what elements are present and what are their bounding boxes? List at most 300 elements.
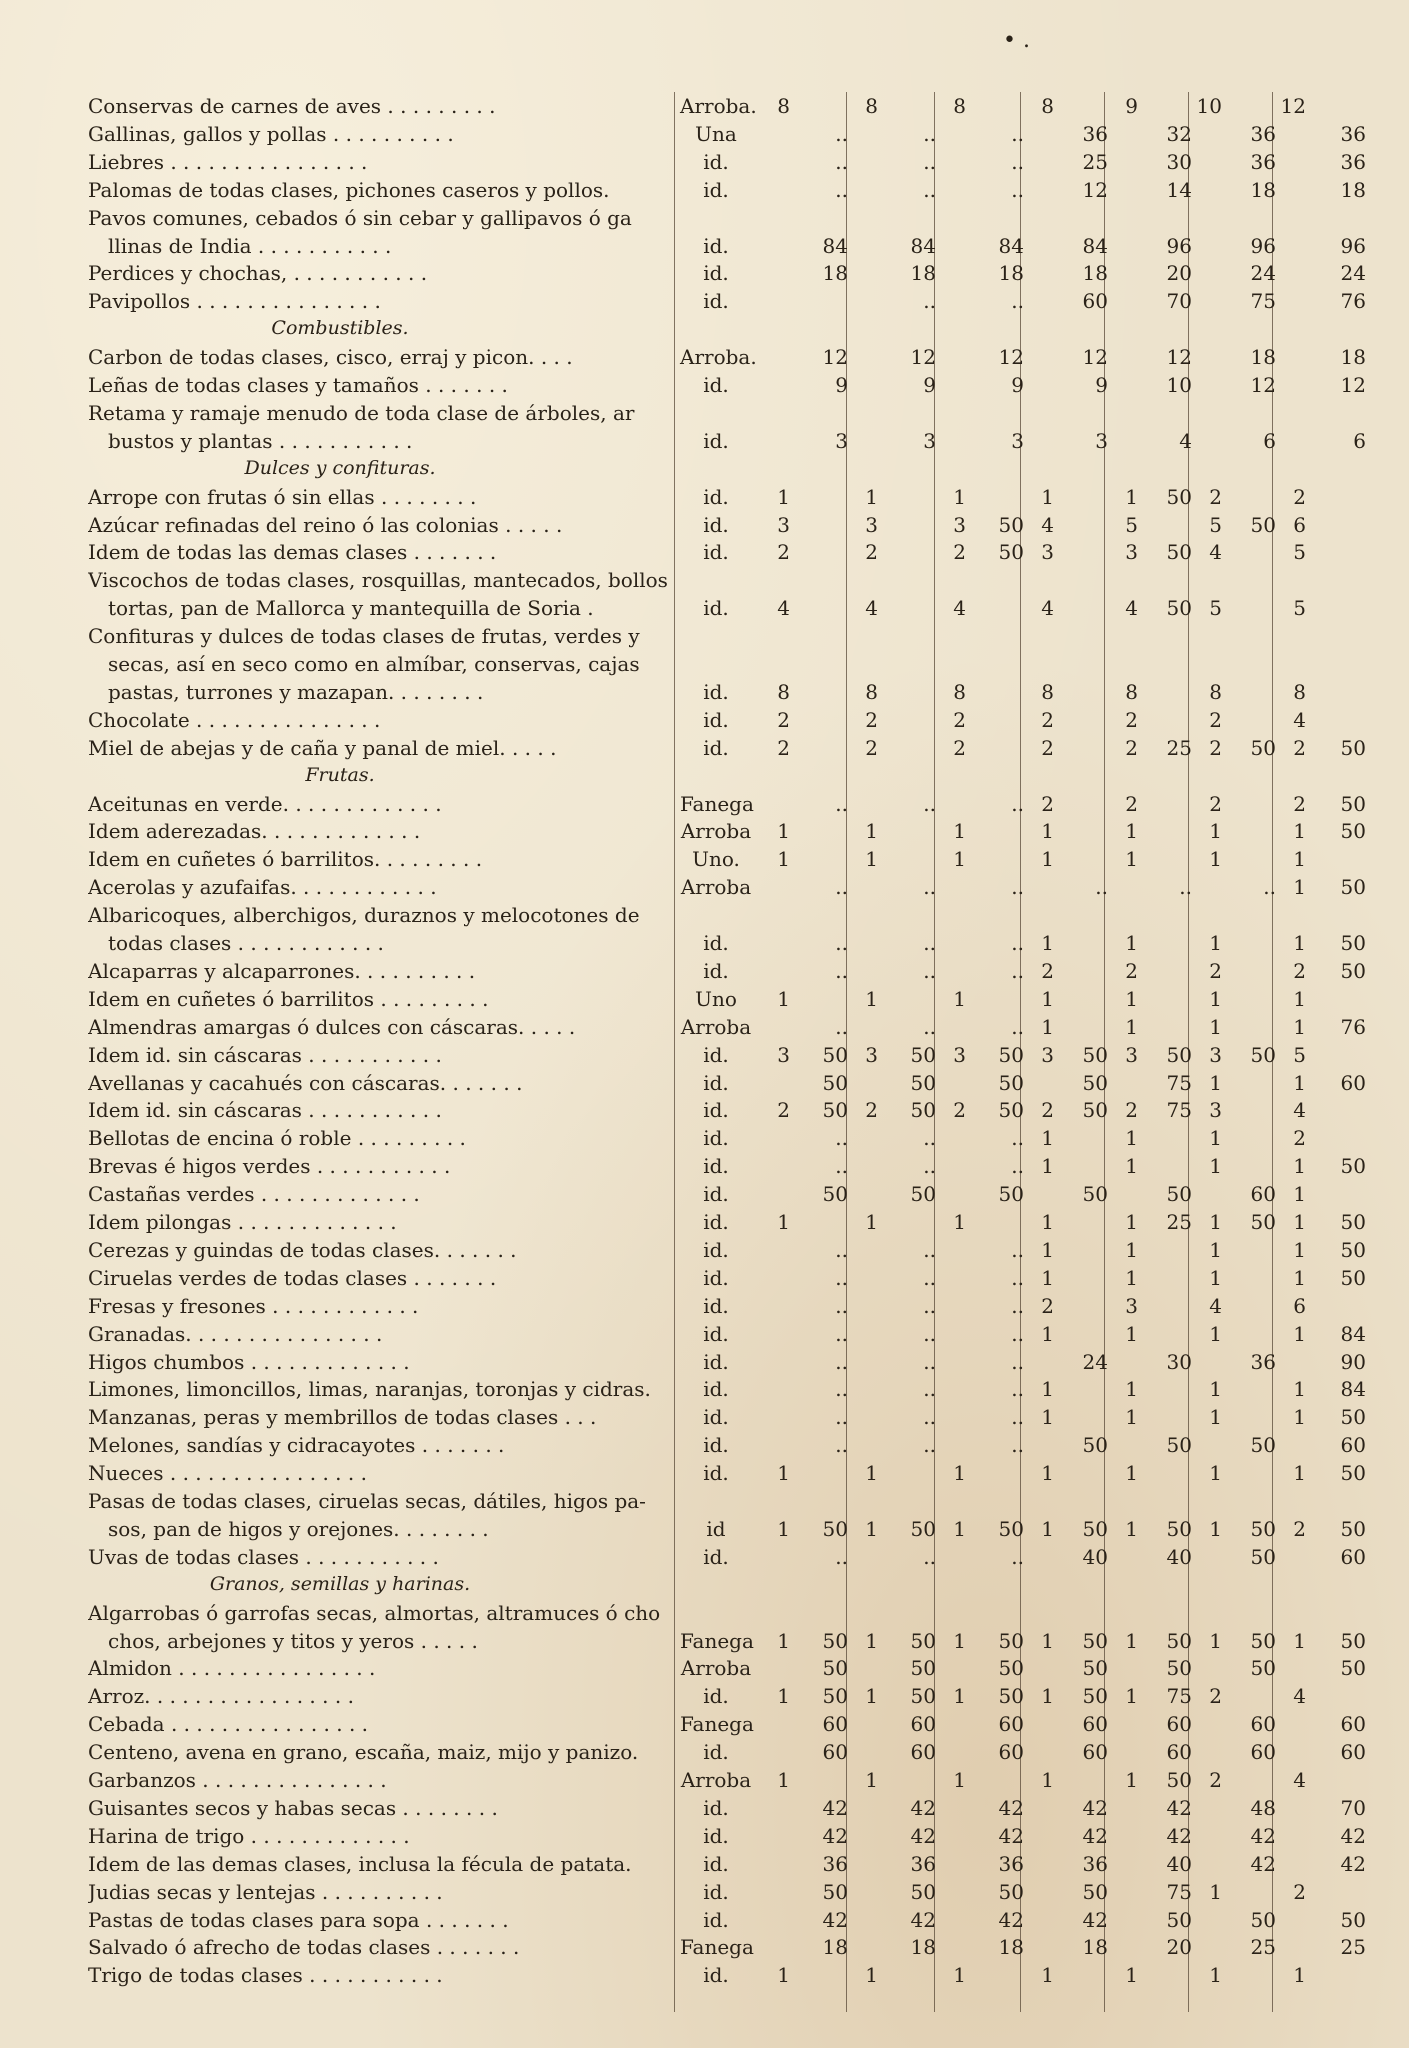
price-cell: .. <box>835 931 848 955</box>
price-cell: .. <box>1011 1126 1024 1151</box>
price-cell: 1 <box>1209 819 1222 844</box>
price-cell: .. <box>1263 875 1276 900</box>
price-cell: 50 <box>1340 1405 1366 1430</box>
price-cell: 4 <box>1293 1684 1306 1709</box>
price-cell: 2 <box>777 707 790 732</box>
item-unit: id. <box>703 540 729 565</box>
price-cell: .. <box>923 1405 936 1430</box>
price-cell: 50 <box>1082 1433 1108 1458</box>
price-cell: 1 <box>1293 931 1306 955</box>
price-cell: 1 <box>777 1210 790 1234</box>
price-cell: 50 <box>910 1098 936 1123</box>
price-cell: .. <box>1011 1377 1024 1402</box>
price-cell: 1 <box>865 847 878 872</box>
price-cell: 1 <box>777 1963 790 1988</box>
item-description: bustos y plantas . . . . . . . . . . . <box>108 428 413 453</box>
price-cell: 2 <box>1293 1516 1306 1541</box>
price-cell: 12 <box>998 345 1024 370</box>
price-cell: 1 <box>1041 1321 1054 1346</box>
price-cell: 25 <box>1166 1210 1192 1234</box>
price-cell: .. <box>923 1265 936 1290</box>
item-description: Viscochos de todas clases, rosquillas, mantecados, bollos <box>88 568 668 593</box>
table-row <box>0 650 1409 678</box>
price-cell: .. <box>923 1154 936 1179</box>
price-cell: 1 <box>865 1516 878 1541</box>
price-cell: .. <box>1011 1237 1024 1262</box>
table-row <box>0 176 1409 204</box>
price-cell: .. <box>835 1154 848 1179</box>
price-cell: 1 <box>1041 1461 1054 1486</box>
item-unit: id. <box>703 1182 729 1207</box>
item-unit: Arroba <box>680 1014 752 1039</box>
price-cell: .. <box>923 1433 936 1458</box>
price-cell: 24 <box>1250 261 1276 286</box>
price-cell: 8 <box>865 679 878 704</box>
price-cell: 1 <box>1041 1963 1054 1988</box>
price-cell: 50 <box>822 1684 848 1709</box>
price-cell: 1 <box>953 986 966 1011</box>
price-cell: 2 <box>1209 1684 1222 1709</box>
price-cell: 36 <box>1082 121 1108 146</box>
item-unit: id. <box>703 1963 729 1988</box>
price-cell: .. <box>923 1293 936 1318</box>
price-cell: 60 <box>1082 1712 1108 1737</box>
table-row <box>0 1654 1409 1682</box>
price-cell: 1 <box>953 1768 966 1792</box>
item-unit: id. <box>703 735 729 760</box>
price-cell: .. <box>1011 1433 1024 1458</box>
price-cell: 40 <box>1166 1544 1192 1569</box>
table-row <box>0 1069 1409 1097</box>
price-cell: 50 <box>910 1656 936 1681</box>
price-cell: 4 <box>1179 428 1192 453</box>
price-cell: 25 <box>1082 149 1108 174</box>
table-row <box>0 566 1409 594</box>
price-cell: 60 <box>1082 289 1108 314</box>
item-unit: id. <box>703 1433 729 1458</box>
item-unit: id. <box>703 1795 729 1820</box>
price-cell: 60 <box>822 1740 848 1765</box>
item-unit: id. <box>703 261 729 286</box>
price-cell: 10 <box>1166 373 1192 397</box>
price-cell: 50 <box>1340 1656 1366 1681</box>
price-cell: 36 <box>1250 149 1276 174</box>
price-cell: 2 <box>1293 735 1306 760</box>
item-unit: id. <box>703 1321 729 1346</box>
price-cell: 1 <box>1125 931 1138 955</box>
price-cell: 2 <box>1041 791 1054 816</box>
item-unit: Arroba <box>680 819 752 844</box>
price-cell: 1 <box>1041 931 1054 955</box>
price-cell: 60 <box>822 1712 848 1737</box>
item-description: Granadas. . . . . . . . . . . . . . . . <box>88 1321 383 1346</box>
item-description: Ciruelas verdes de todas clases . . . . . . . <box>88 1265 497 1290</box>
price-cell: 50 <box>1250 512 1276 537</box>
price-cell: 50 <box>1340 791 1366 816</box>
price-cell: 24 <box>1340 261 1366 286</box>
table-row <box>0 538 1409 566</box>
price-cell: 1 <box>1125 986 1138 1011</box>
price-cell: 18 <box>910 1935 936 1960</box>
price-cell: 50 <box>1250 1907 1276 1932</box>
price-cell: .. <box>923 931 936 955</box>
item-description: Cerezas y guindas de todas clases. . . . . . . <box>88 1237 517 1262</box>
price-cell: 25 <box>1166 735 1192 760</box>
item-unit: Fanega <box>680 791 754 816</box>
price-cell: 12 <box>1280 94 1306 118</box>
price-cell: 50 <box>1340 819 1366 844</box>
price-cell: 3 <box>1041 1042 1054 1067</box>
price-cell: 50 <box>822 1516 848 1541</box>
item-description: pastas, turrones y mazapan. . . . . . . . <box>108 679 484 704</box>
item-description: Idem en cuñetes ó barrilitos . . . . . . . . . <box>88 986 489 1011</box>
price-cell: 50 <box>998 1516 1024 1541</box>
price-cell: 1 <box>777 986 790 1011</box>
item-unit: id. <box>703 1042 729 1067</box>
price-cell: 4 <box>953 596 966 621</box>
price-cell: 8 <box>1125 679 1138 704</box>
table-row <box>0 845 1409 873</box>
price-cell: .. <box>923 1544 936 1569</box>
item-description: Chocolate . . . . . . . . . . . . . . . <box>88 707 381 732</box>
price-cell: 42 <box>822 1907 848 1932</box>
price-cell: 12 <box>1166 345 1192 370</box>
table-row <box>0 343 1409 371</box>
price-cell: 8 <box>865 94 878 118</box>
section-heading: Frutas. <box>305 763 375 786</box>
price-cell: 2 <box>1041 958 1054 983</box>
price-cell: 3 <box>1125 1293 1138 1318</box>
item-description: secas, así en seco como en almíbar, conservas, cajas <box>108 652 640 676</box>
price-cell: 50 <box>822 1042 848 1067</box>
price-cell: 30 <box>1166 149 1192 174</box>
price-cell: 2 <box>1293 1879 1306 1904</box>
price-cell: 1 <box>1293 1461 1306 1486</box>
price-cell: .. <box>1011 875 1024 900</box>
price-cell: 60 <box>1340 1712 1366 1737</box>
price-cell: .. <box>1011 1014 1024 1039</box>
price-cell: .. <box>835 1544 848 1569</box>
item-description: Leñas de todas clases y tamaños . . . . . . . <box>88 373 508 397</box>
table-row <box>0 1264 1409 1292</box>
price-cell: 4 <box>865 596 878 621</box>
price-cell: 50 <box>1166 1628 1192 1653</box>
price-cell: 1 <box>1293 819 1306 844</box>
price-cell: 2 <box>1041 1293 1054 1318</box>
table-row <box>0 1320 1409 1348</box>
price-cell: 50 <box>1166 1656 1192 1681</box>
price-cell: 5 <box>1293 596 1306 621</box>
table-row <box>0 1152 1409 1180</box>
price-cell: 1 <box>1293 1014 1306 1039</box>
table-row <box>0 1431 1409 1459</box>
price-cell: 1 <box>1125 819 1138 844</box>
price-cell: 2 <box>865 735 878 760</box>
price-cell: 6 <box>1353 428 1366 453</box>
item-unit: Arroba. <box>680 94 757 118</box>
price-cell: 4 <box>1041 512 1054 537</box>
price-cell: 84 <box>822 233 848 258</box>
price-cell: .. <box>835 1293 848 1318</box>
table-row <box>0 427 1409 455</box>
price-cell: 75 <box>1166 1070 1192 1095</box>
price-cell: 50 <box>1340 1461 1366 1486</box>
price-cell: .. <box>1011 177 1024 202</box>
price-cell: 1 <box>953 1516 966 1541</box>
price-cell: 50 <box>1250 1544 1276 1569</box>
price-cell: 50 <box>1082 1070 1108 1095</box>
price-cell: 42 <box>910 1907 936 1932</box>
price-cell: 1 <box>1125 1377 1138 1402</box>
price-cell: 1 <box>1293 1405 1306 1430</box>
item-description: Albaricoques, alberchigos, duraznos y melocotones de <box>88 903 640 928</box>
price-cell: .. <box>923 149 936 174</box>
table-row <box>0 1794 1409 1822</box>
price-cell: 2 <box>865 1098 878 1123</box>
price-cell: 2 <box>1209 958 1222 983</box>
price-cell: 1 <box>777 1768 790 1792</box>
table-row <box>0 873 1409 901</box>
price-cell: 42 <box>1250 1823 1276 1848</box>
price-cell: 50 <box>1340 1265 1366 1290</box>
price-cell: 60 <box>1250 1182 1276 1207</box>
price-cell: 1 <box>1209 986 1222 1011</box>
price-cell: 1 <box>865 1684 878 1709</box>
price-cell: 50 <box>822 1070 848 1095</box>
item-description: Nueces . . . . . . . . . . . . . . . . <box>88 1461 367 1486</box>
price-cell: 1 <box>1041 1405 1054 1430</box>
price-cell: 8 <box>777 679 790 704</box>
price-cell: .. <box>923 875 936 900</box>
item-description: Pasas de todas clases, ciruelas secas, dátiles, higos pa- <box>88 1489 646 1513</box>
price-cell: 1 <box>777 1628 790 1653</box>
price-cell: 84 <box>1082 233 1108 258</box>
price-cell: .. <box>835 1377 848 1402</box>
table-row <box>0 511 1409 539</box>
table-row <box>0 706 1409 734</box>
item-unit: id. <box>703 1740 729 1765</box>
price-cell: 1 <box>1125 1628 1138 1653</box>
price-cell: 12 <box>910 345 936 370</box>
price-cell: 50 <box>1082 1182 1108 1207</box>
price-cell: 4 <box>1293 1098 1306 1123</box>
price-cell: 1 <box>1209 1963 1222 1988</box>
table-row <box>0 1543 1409 1571</box>
table-row <box>0 1096 1409 1124</box>
table-row <box>0 1738 1409 1766</box>
item-description: Confituras y dulces de todas clases de frutas, verdes y <box>88 624 640 649</box>
price-cell: 1 <box>865 1963 878 1988</box>
price-cell: 6 <box>1293 512 1306 537</box>
price-cell: 12 <box>1082 177 1108 202</box>
price-cell: 18 <box>910 261 936 286</box>
item-description: Idem de todas las demas clases . . . . . . . <box>88 540 497 565</box>
price-cell: 1 <box>953 1963 966 1988</box>
price-cell: 3 <box>1125 540 1138 565</box>
price-cell: 4 <box>1209 1293 1222 1318</box>
table-row <box>0 1850 1409 1878</box>
item-description: Trigo de todas clases . . . . . . . . . . . <box>88 1963 443 1988</box>
table-row <box>0 985 1409 1013</box>
item-description: Salvado ó afrecho de todas clases . . . . . . . <box>88 1935 520 1960</box>
price-cell: 1 <box>1041 986 1054 1011</box>
price-cell: 36 <box>910 1851 936 1876</box>
item-description: Bellotas de encina ó roble . . . . . . . . . <box>88 1126 466 1151</box>
price-cell: 2 <box>865 540 878 565</box>
price-cell: 60 <box>1250 1712 1276 1737</box>
price-cell: 8 <box>1209 679 1222 704</box>
price-cell: 42 <box>822 1823 848 1848</box>
item-description: Liebres . . . . . . . . . . . . . . . . <box>88 149 368 174</box>
price-cell: 36 <box>1250 1349 1276 1374</box>
price-cell: 1 <box>1293 1377 1306 1402</box>
price-cell: .. <box>923 1349 936 1374</box>
price-cell: 1 <box>777 847 790 872</box>
item-unit: id. <box>703 1265 729 1290</box>
table-row <box>0 120 1409 148</box>
price-cell: 70 <box>1340 1795 1366 1820</box>
price-cell: 1 <box>1293 1154 1306 1179</box>
price-cell: .. <box>923 1126 936 1151</box>
item-description: Guisantes secos y habas secas . . . . . . . . <box>88 1795 498 1820</box>
price-cell: 60 <box>1340 1544 1366 1569</box>
item-unit: id. <box>703 707 729 732</box>
price-cell: 42 <box>822 1795 848 1820</box>
table-row <box>0 734 1409 762</box>
price-cell: 50 <box>1340 1210 1366 1234</box>
price-cell: 75 <box>1166 1098 1192 1123</box>
table-row <box>0 1208 1409 1236</box>
price-cell: 1 <box>953 847 966 872</box>
price-cell: 1 <box>1293 875 1306 900</box>
item-unit: Arroba <box>680 875 752 900</box>
price-cell: 1 <box>953 1684 966 1709</box>
item-unit: id. <box>703 1405 729 1430</box>
price-cell: 1 <box>1125 1014 1138 1039</box>
price-cell: 1 <box>1041 819 1054 844</box>
item-unit: Una <box>695 121 737 146</box>
item-description: Almendras amargas ó dulces con cáscaras. . . . . <box>88 1014 576 1039</box>
price-cell: 1 <box>1125 1154 1138 1179</box>
item-description: Idem en cuñetes ó barrilitos. . . . . . . . . <box>88 847 483 872</box>
price-cell: 50 <box>1082 1628 1108 1653</box>
table-row <box>0 1459 1409 1487</box>
price-cell: 1 <box>777 819 790 844</box>
price-cell: 75 <box>1166 1684 1192 1709</box>
table-row <box>0 1878 1409 1906</box>
table-row <box>0 929 1409 957</box>
price-cell: 1 <box>1125 1461 1138 1486</box>
table-row <box>0 817 1409 845</box>
price-cell: 42 <box>1250 1851 1276 1876</box>
item-unit: Arroba <box>680 1768 752 1792</box>
price-cell: 1 <box>1125 1768 1138 1792</box>
table-row <box>0 901 1409 929</box>
table-row <box>0 594 1409 622</box>
price-cell: 42 <box>1082 1795 1108 1820</box>
price-cell: 60 <box>910 1740 936 1765</box>
price-cell: 2 <box>1041 1098 1054 1123</box>
item-unit: id. <box>703 1879 729 1904</box>
price-cell: 1 <box>1209 1879 1222 1904</box>
price-cell: 2 <box>953 707 966 732</box>
price-cell: .. <box>1011 121 1024 146</box>
price-cell: .. <box>1011 958 1024 983</box>
price-cell: 50 <box>1082 1879 1108 1904</box>
price-cell: 8 <box>953 679 966 704</box>
price-cell: 1 <box>1209 1237 1222 1262</box>
table-row <box>0 232 1409 260</box>
table-row <box>0 1375 1409 1403</box>
price-cell: .. <box>835 1321 848 1346</box>
price-cell: 50 <box>910 1684 936 1709</box>
section-heading: Granos, semillas y harinas. <box>209 1572 471 1595</box>
table-row <box>0 1180 1409 1208</box>
price-cell: .. <box>1011 1154 1024 1179</box>
item-unit: id. <box>703 1851 729 1876</box>
price-cell: .. <box>835 1014 848 1039</box>
price-cell: .. <box>835 791 848 816</box>
price-cell: 50 <box>822 1098 848 1123</box>
price-cell: 5 <box>1209 596 1222 621</box>
price-cell: 50 <box>998 1684 1024 1709</box>
table-row <box>0 790 1409 818</box>
price-cell: 42 <box>910 1795 936 1820</box>
price-cell: .. <box>1011 1321 1024 1346</box>
price-cell: 12 <box>822 345 848 370</box>
price-cell: 40 <box>1082 1544 1108 1569</box>
item-description: Idem de las demas clases, inclusa la fécula de patata. <box>88 1851 632 1876</box>
item-description: Judias secas y lentejas . . . . . . . . . . <box>88 1879 443 1904</box>
price-cell: .. <box>923 1377 936 1402</box>
price-cell: 1 <box>953 819 966 844</box>
table-row <box>0 678 1409 706</box>
price-cell: 50 <box>1082 1516 1108 1541</box>
item-description: Acerolas y azufaifas. . . . . . . . . . . . <box>88 875 437 900</box>
price-cell: 60 <box>998 1740 1024 1765</box>
price-cell: 8 <box>777 94 790 118</box>
price-cell: 50 <box>998 1628 1024 1653</box>
item-unit: id. <box>703 289 729 314</box>
price-cell: 20 <box>1166 1935 1192 1960</box>
price-cell: 1 <box>865 1768 878 1792</box>
table-row <box>0 1599 1409 1627</box>
price-cell: 50 <box>1340 1516 1366 1541</box>
price-cell: 60 <box>998 1712 1024 1737</box>
price-cell: 3 <box>777 1042 790 1067</box>
price-cell: 1 <box>1041 847 1054 872</box>
price-cell: 50 <box>822 1879 848 1904</box>
price-cell: 1 <box>1041 1126 1054 1151</box>
price-cell: 5 <box>1209 512 1222 537</box>
price-cell: 42 <box>910 1823 936 1848</box>
price-cell: 2 <box>865 707 878 732</box>
item-description: Cebada . . . . . . . . . . . . . . . . <box>88 1712 369 1737</box>
price-cell: 1 <box>1209 1321 1222 1346</box>
price-cell: 42 <box>1166 1795 1192 1820</box>
table-row <box>0 1348 1409 1376</box>
price-cell: 42 <box>1166 1823 1192 1848</box>
price-cell: .. <box>923 177 936 202</box>
item-unit: id <box>706 1516 726 1541</box>
price-cell: 1 <box>1125 1405 1138 1430</box>
price-cell: 18 <box>1250 345 1276 370</box>
table-row <box>0 1487 1409 1515</box>
item-unit: id. <box>703 1461 729 1486</box>
price-cell: 3 <box>1011 428 1024 453</box>
price-cell: 75 <box>1250 289 1276 314</box>
price-cell: 36 <box>1340 149 1366 174</box>
